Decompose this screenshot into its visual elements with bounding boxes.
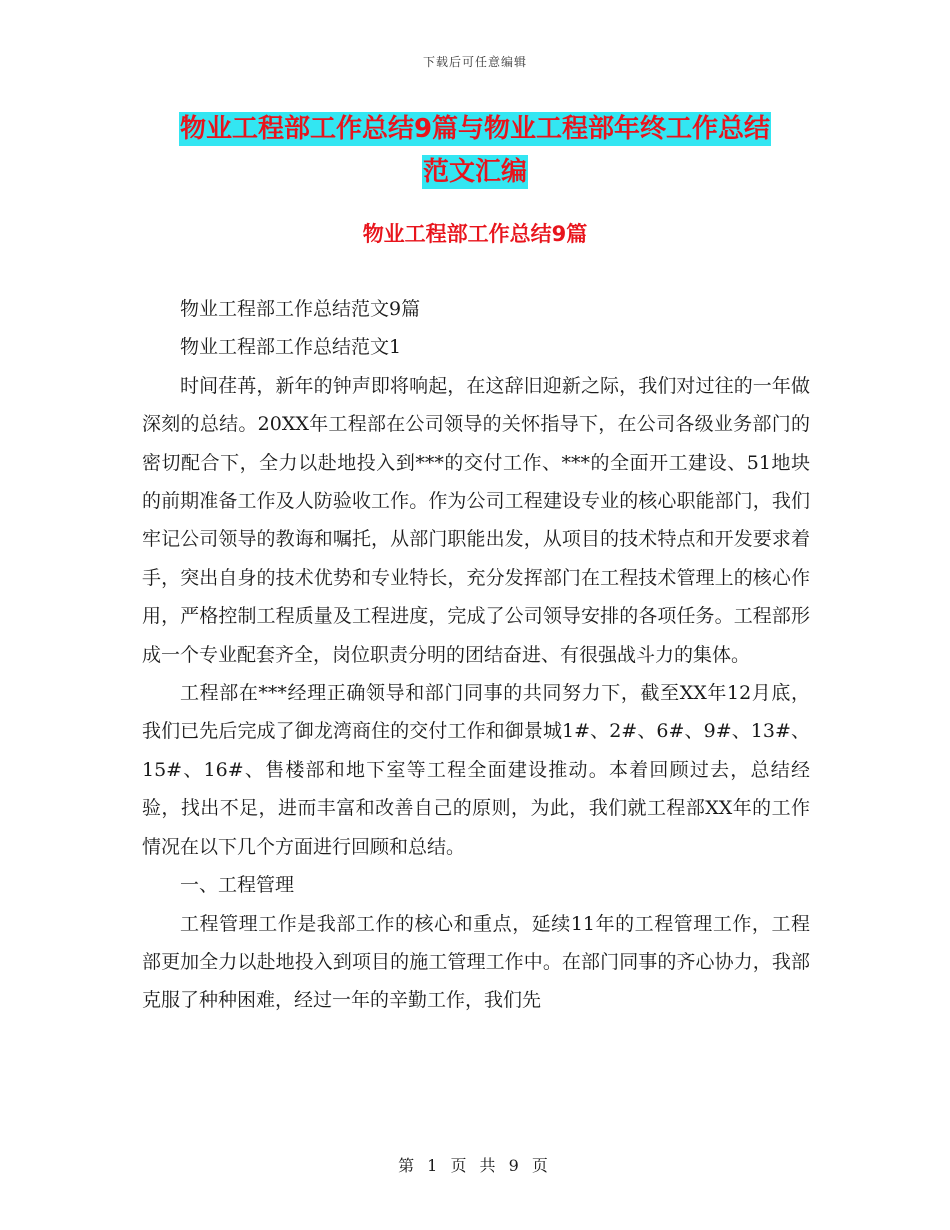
paragraph-heading-1: 物业工程部工作总结范文9篇 — [180, 298, 421, 320]
title-line-2: 范文汇编 — [422, 157, 527, 187]
paragraph-heading-2: 物业工程部工作总结范文1 — [180, 336, 402, 359]
document-body — [142, 290, 810, 1020]
header-note: 下载后可任意编辑 — [422, 55, 527, 69]
paragraph: 工程部在***经理正确领导和部门同事的共同努力下，截至XX年12月底，我们已先后完成了御龙湾商住的交付工作和御景城1#、2#、6#、9#、13#、15#、16#、售楼部和地下室等工程全面建设推动。本着回顾过去，总结经验，找出不足，进而丰富和改善自己的原则，为此，我们就工程部XX年的工作情况在以下几个方面进行回顾和总结。 — [142, 682, 810, 858]
paragraph: 时间荏苒，新年的钟声即将响起，在这辞旧迎新之际，我们对过往的一年做深刻的总结。20XX年工程部在公司领导的关怀指导下，在公司各级业务部门的密切配合下，全力以赴地投入到***的交付工作、***的全面开工建设、51地块的前期准备工作及人防验收工作。作为公司工程建设专业的核心职能部门，我们牢记公司领导的教诲和嘱托，从部门职能出发，从项目的技术特点和开发要求着手，突出自身的技术优势和专业特长，充分发挥部门在工程技术管理上的核心作用，严格控制工程质量及工程进度，完成了公司领导安排的各项任务。工程部形成一个专业配套齐全，岗位职责分明的团结奋进、有很强战斗力的集体。 — [142, 374, 810, 666]
page-footer: 第 1 页 共 9 页 — [398, 1156, 552, 1175]
paragraph: 工程管理工作是我部工作的核心和重点，延续11年的工程管理工作，工程部更加全力以赴地投入到项目的施工管理工作中。在部门同事的齐心协力，我部克服了种种困难，经过一年的辛勤工作，我们先 — [142, 912, 810, 1012]
section-title: 物业工程部工作总结9篇 — [362, 222, 588, 246]
document-title — [140, 108, 810, 194]
paragraph-section-heading: 一、工程管理 — [180, 874, 295, 897]
title-line-1: 物业工程部工作总结9篇与物业工程部年终工作总结 — [179, 114, 771, 144]
